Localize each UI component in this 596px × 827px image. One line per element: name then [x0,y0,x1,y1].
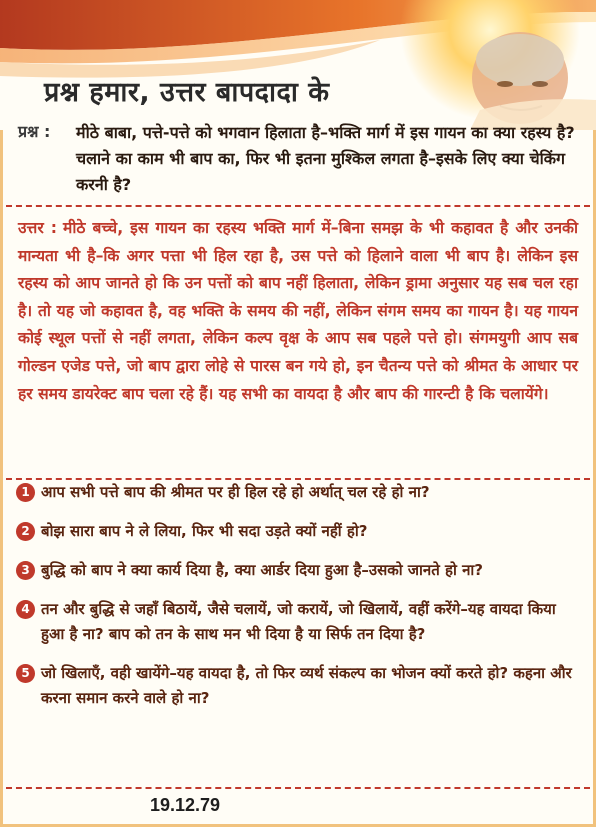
point-text: बुद्धि को बाप ने क्या कार्य दिया है, क्या आर्डर दिया हुआ है–उसको जानते हो ना? [41,561,483,579]
date-label: 19.12.79 [150,795,221,815]
number-badge: 5 [16,664,35,683]
page-title: प्रश्न हमार, उत्तर बापदादा के [44,77,330,108]
header-swoosh-graphic [0,0,596,130]
list-item [16,661,576,711]
question-label: प्रश्न : [18,122,51,141]
question-text: मीठे बाबा, पत्ते-पत्ते को भगवान हिलाता है–भक्ति मार्ग में इस गायन का क्या रहस्य है? चलाने का काम भी बाप का, फिर भी इतना मुश्किल लगता है–इसके लिए क्या चेकिंग करनी है? [76,123,575,194]
point-text: जो खिलाएँ, वही खायेंगे–यह वायदा है, तो फिर व्यर्थ संकल्प का भोजन क्यों करते हो? कहना और करना समान करने वाले हो ना? [41,664,572,707]
point-text: आप सभी पत्ते बाप की श्रीमत पर ही हिल रहे हो अर्थात् चल रहे हो ना? [41,483,430,501]
list-item [16,558,576,583]
list-item [16,480,576,505]
divider-top [6,205,590,207]
point-text: बोझ सारा बाप ने ले लिया, फिर भी सदा उड़ते क्यों नहीं हो? [41,522,368,540]
divider-bottom [6,787,590,789]
number-badge: 1 [16,483,35,502]
header-banner [0,0,596,130]
list-item [16,519,576,544]
answer-section [18,215,578,408]
answer-label: उत्तर : [18,219,58,237]
answer-text: मीठे बच्चे, इस गायन का रहस्य भक्ति मार्ग में–बिना समझ के भी कहावत है और उनकी मान्यता भी है–कि अगर पत्ता भी हिल रहा है, उस पत्ते को हिलाने वाला भी बाप है। लेकिन इस रहस्य को आप जानते हो कि उन पत्तों को बाप नहीं हिलाता, लेकिन ड्रामा अनुसार यह सब चल रहा है। तो यह जो कहावत है, वह भक्ति के समय की नहीं, लेकिन संगम समय का गायन है। यह गायन कोई स्थूल पत्तों से नहीं लगता, लेकिन कल्प वृक्ष के आप सब पहले पत्ते हो। संगमयुगी आप सब गोल्डन एजेड पत्ते, जो बाप द्वारा लोहे से पारस बन गये हो, इन चैतन्य पत्ते को श्रीमत के आधार पर हर समय डायरेक्ट बाप चला रहे हैं। यह सभी का वायदा है और बाप की गारन्टी है कि चलायेंगे। [18,219,578,403]
answer-text-block [18,215,578,408]
points-list [16,480,576,711]
number-badge: 3 [16,561,35,580]
point-text: तन और बुद्धि से जहाँ बिठायें, जैसे चलायें, जो करायें, जो खिलायें, वहीं करेंगे–यह वायदा किया हुआ है ना? बाप को तन के साथ मन भी दिया है या सिर्फ तन दिया है? [41,600,556,643]
list-item [16,597,576,647]
number-badge: 4 [16,600,35,619]
number-badge: 2 [16,522,35,541]
